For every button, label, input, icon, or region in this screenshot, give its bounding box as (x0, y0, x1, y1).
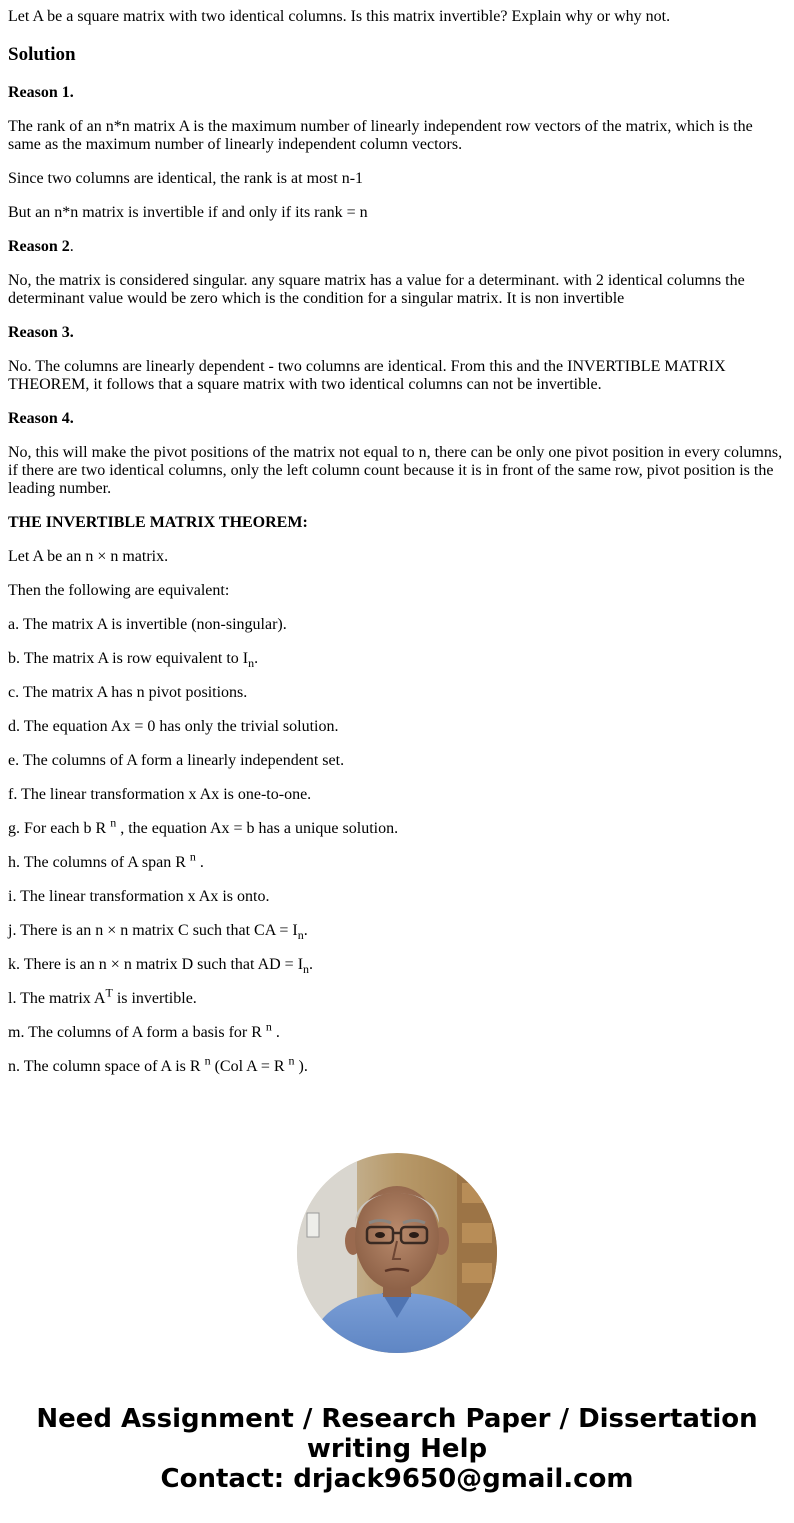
theorem-item-e: e. The columns of A form a linearly independent set. (8, 752, 345, 769)
theorem-item-l: l. The matrix $A^T$ is invertible. (8, 985, 197, 1007)
theorem-item-f: f. The linear transformation x Ax is one-to-one. (8, 786, 312, 803)
solution-heading: Solution (8, 44, 76, 65)
theorem-title: THE INVERTIBLE MATRIX THEOREM: (8, 514, 308, 531)
reason-1-paragraph: The rank of an n*n matrix A is the maximum number of linearly independent row vectors of the matrix, which is the same as the maximum number of linearly independent column vectors. (8, 118, 753, 153)
reason-1-paragraph: Since two columns are identical, the rank is at most n-1 (8, 170, 364, 187)
reason-3-paragraph: No. The columns are linearly dependent - two columns are identical. From this and the INVERTIBLE MATRIX THEOREM, it follows that a square matrix with two identical columns can not be invertible. (8, 358, 726, 393)
footer-line-2: writing Help (306, 1434, 488, 1464)
theorem-item-a: a. The matrix A is invertible (non-singular). (8, 616, 287, 633)
reason-3-title: Reason 3. (8, 324, 74, 341)
footer-contact: Contact: drjack9650@gmail.com (160, 1464, 634, 1494)
theorem-intro: Let A be an n × n matrix. (8, 548, 169, 565)
footer-line-1: Need Assignment / Research Paper / Dissertation (36, 1404, 758, 1434)
question-text: Let A be a square matrix with two identical columns. Is this matrix invertible? Explain why or why not. (8, 8, 671, 25)
footer-banner (0, 1404, 794, 1494)
theorem-item-g: g. For each b R $^n$ , the equation Ax = b has a unique solution. (8, 815, 399, 837)
reason-2-title: Reason 2. (8, 238, 74, 255)
theorem-item-m: m. The columns of A form a basis for R $^n$ . (8, 1019, 280, 1041)
reason-4-paragraph: No, this will make the pivot positions of the matrix not equal to n, there can be only one pivot position in every columns, if there are two identical columns, only the left column count because it is in front of the same row, pivot position is the leading number. (8, 444, 783, 497)
reason-4-title: Reason 4. (8, 410, 74, 427)
theorem-item-b: b. The matrix A is row equivalent to $I_n$. (8, 650, 259, 671)
reason-2-paragraph: No, the matrix is considered singular. any square matrix has a value for a determinant. with 2 identical columns the determinant value would be zero which is the condition for a singular matrix. It is non invertible (8, 272, 745, 307)
theorem-item-d: d. The equation Ax = 0 has only the trivial solution. (8, 718, 339, 735)
reason-1-paragraph: But an n*n matrix is invertible if and only if its rank = n (8, 204, 368, 221)
author-photo (297, 1153, 497, 1353)
theorem-item-c: c. The matrix A has n pivot positions. (8, 684, 248, 701)
theorem-equiv: Then the following are equivalent: (8, 582, 230, 599)
theorem-item-n: n. The column space of A is R $^n$ (Col A = R $^n$ ). (8, 1053, 308, 1075)
theorem-item-k: k. There is an n × n matrix D such that AD = $I_n$. (8, 956, 314, 977)
author-portrait-image (297, 1153, 497, 1353)
reason-1-title: Reason 1. (8, 84, 74, 101)
theorem-item-j: j. There is an n × n matrix C such that CA = $I_n$. (8, 922, 308, 943)
theorem-item-h: h. The columns of A span R $^n$ . (8, 849, 204, 871)
theorem-item-i: i. The linear transformation x Ax is onto. (8, 888, 270, 905)
